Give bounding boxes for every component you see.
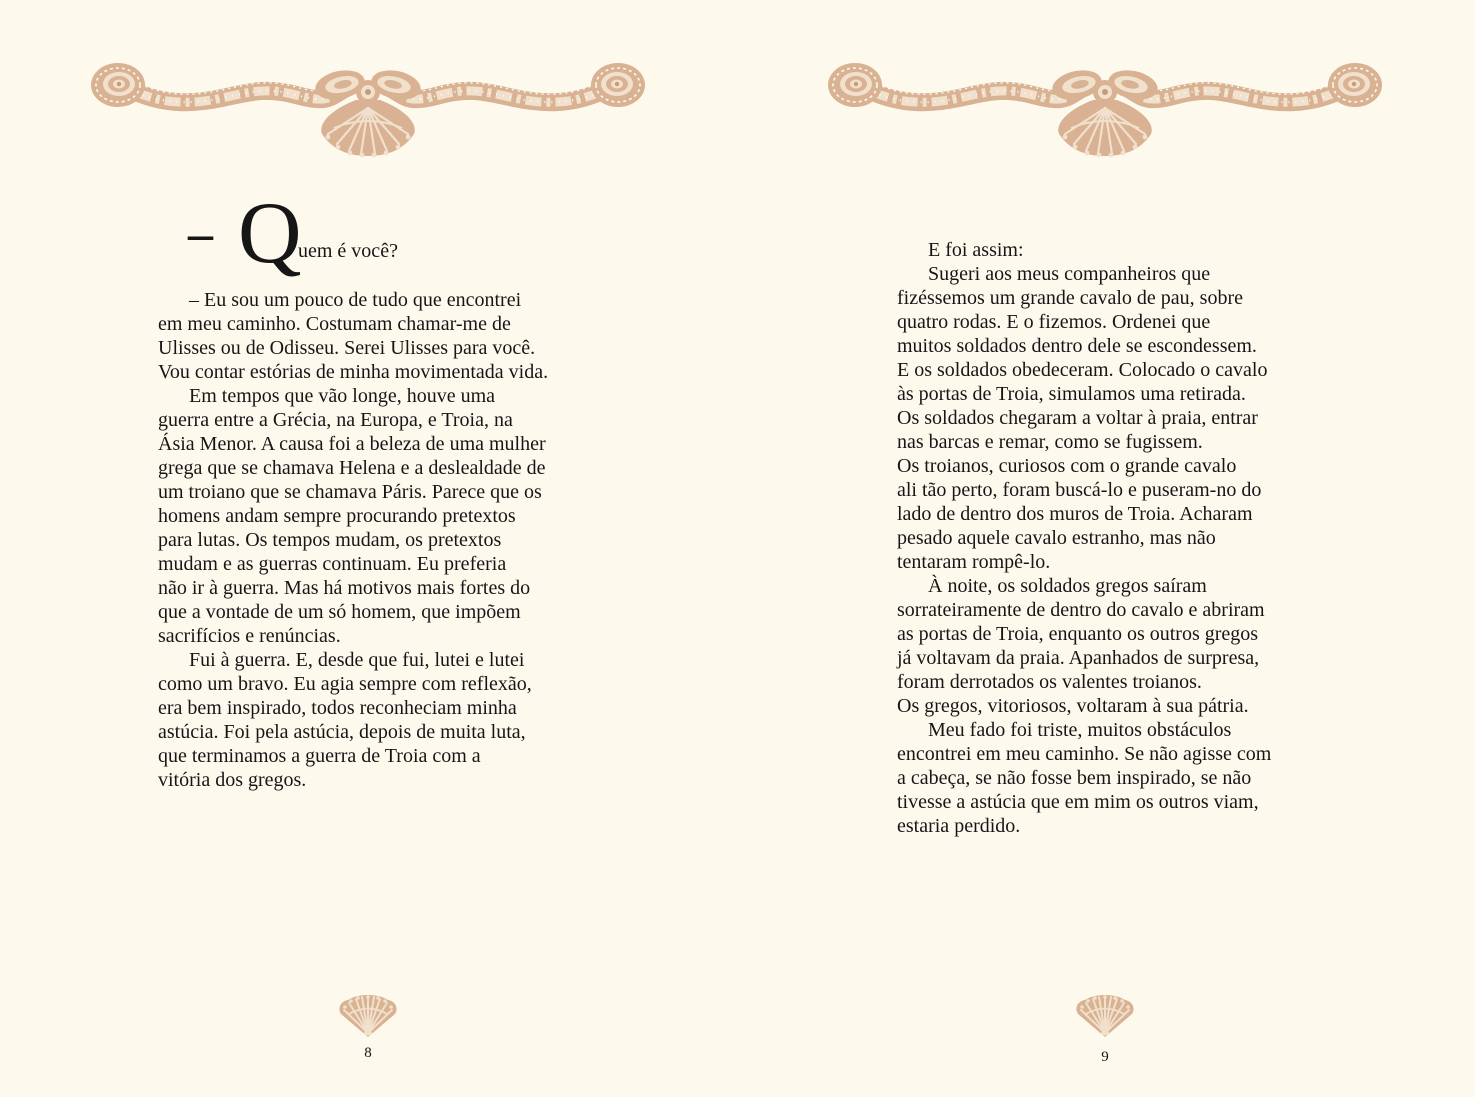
drop-cap-letter: Q [238,185,302,282]
text-line: sorrateiramente de dentro do cavalo e abriram [897,599,1265,621]
text-line: – Eu sou um pouco de tudo que encontrei [189,289,522,311]
text-line: como um bravo. Eu agia sempre com reflexão, [158,673,532,695]
left-page [0,0,737,1097]
text-line: foram derrotados os valentes troianos. [897,671,1202,693]
text-line: estaria perdido. [897,815,1021,837]
text-line: em meu caminho. Costumam chamar-me de [158,313,511,335]
text-line: Os soldados chegaram a voltar à praia, entrar [897,407,1258,429]
text-line: era bem inspirado, todos reconheciam minha [158,697,517,719]
text-line: às portas de Troia, simulamos uma retirada. [897,383,1246,405]
opening-question-text: uem é você? [298,240,398,262]
text-line: Ásia Menor. A causa foi a beleza de uma mulher [158,433,546,455]
text-line: que a vontade de um só homem, que impõem [158,601,521,623]
text-line: nas barcas e remar, como se fugissem. [897,431,1203,453]
text-line: que terminamos a guerra de Troia com a [158,745,481,767]
text-line: Em tempos que vão longe, houve uma [189,385,496,407]
page-number: 8 [364,1045,372,1061]
body-text [158,288,548,792]
text-line: para lutas. Os tempos mudam, os pretextos [158,529,502,551]
text-line: Fui à guerra. E, desde que fui, lutei e lutei [189,649,525,671]
text-line: um troiano que se chamava Páris. Parece que os [158,481,542,503]
text-line: homens andam sempre procurando pretextos [158,505,516,527]
text-line: fizéssemos um grande cavalo de pau, sobre [897,287,1243,309]
text-line: tentaram rompê-lo. [897,551,1051,573]
text-line: quatro rodas. E o fizemos. Ordenei que [897,311,1211,333]
header-scroll-ornament [88,58,648,158]
right-page [737,0,1475,1097]
footer-fan-ornament [336,994,400,1038]
text-line: mudam e as guerras continuam. Eu preferia [158,553,507,575]
paragraph [897,238,1271,262]
text-line: as portas de Troia, enquanto os outros gregos [897,623,1259,645]
text-line: Os troianos, curiosos com o grande cavalo [897,455,1237,477]
text-line: já voltavam da praia. Apanhados de surpresa, [897,647,1260,669]
text-line: sacrifícios e renúncias. [158,625,341,647]
text-line: guerra entre a Grécia, na Europa, e Troia, na [158,409,513,431]
text-line: Os gregos, vitoriosos, voltaram à sua pátria. [897,695,1249,717]
text-line: astúcia. Foi pela astúcia, depois de muita luta, [158,721,526,743]
text-line: À noite, os soldados gregos saíram [928,575,1207,597]
text-line: ali tão perto, foram buscá-lo e puseram-no do [897,479,1262,501]
text-line: não ir à guerra. Mas há motivos mais fortes do [158,577,531,599]
body-text [897,238,1271,838]
paragraph [158,384,548,648]
paragraph [158,288,548,384]
paragraph [158,648,548,792]
footer-fan-ornament [1073,994,1137,1038]
text-line: E foi assim: [928,239,1024,261]
text-line: encontrei em meu caminho. Se não agisse com [897,743,1272,765]
paragraph [897,262,1271,574]
text-line: muitos soldados dentro dele se escondessem. [897,335,1257,357]
header-scroll-ornament [825,58,1385,158]
paragraph [897,574,1271,718]
text-line: lado de dentro dos muros de Troia. Acharam [897,503,1253,525]
text-line: E os soldados obedeceram. Colocado o cavalo [897,359,1268,381]
text-line: vitória dos gregos. [158,769,307,791]
text-line: pesado aquele cavalo estranho, mas não [897,527,1216,549]
text-line: Meu fado foi triste, muitos obstáculos [928,719,1232,741]
opening-dash: – [188,205,213,261]
paragraph [897,718,1271,838]
text-line: grega que se chamava Helena e a deslealdade de [158,457,546,479]
page-number: 9 [1101,1049,1109,1065]
text-line: Vou contar estórias de minha movimentada vida. [158,361,549,383]
text-line: Ulisses ou de Odisseu. Serei Ulisses para você. [158,337,536,359]
text-line: Sugeri aos meus companheiros que [928,263,1211,285]
text-line: a cabeça, se não fosse bem inspirado, se não [897,767,1252,789]
text-line: tivesse a astúcia que em mim os outros viam, [897,791,1259,813]
